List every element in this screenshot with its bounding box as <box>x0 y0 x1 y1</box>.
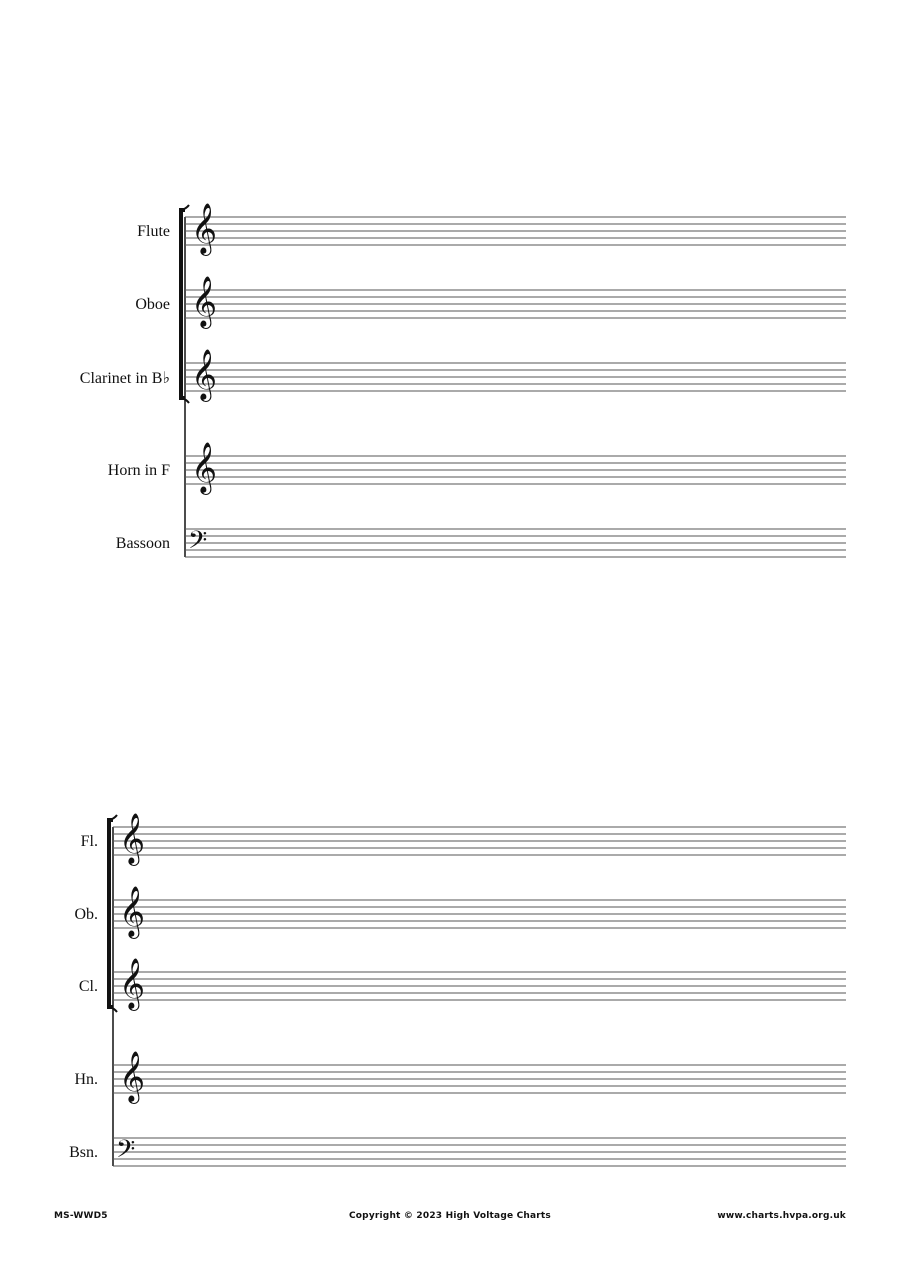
footer-website: www.charts.hvpa.org.uk <box>717 1211 846 1221</box>
treble-clef-icon: 𝄞 <box>191 442 218 493</box>
treble-clef-icon: 𝄞 <box>191 203 218 254</box>
system-1 <box>80 203 846 561</box>
bass-clef-icon: 𝄢 <box>188 526 208 561</box>
instrument-label: Oboe <box>135 296 170 313</box>
staff-oboe-short <box>74 886 846 939</box>
staff-flute-short <box>81 813 846 866</box>
footer-code: MS-WWD5 <box>54 1211 108 1221</box>
instrument-label: Cl. <box>78 978 98 995</box>
treble-clef-icon: 𝄞 <box>119 813 146 864</box>
staff-bassoon-short <box>69 1135 846 1170</box>
staff-clarinet <box>80 349 846 402</box>
instrument-label: Clarinet in B♭ <box>79 370 170 387</box>
treble-clef-icon: 𝄞 <box>119 1051 146 1102</box>
staff-flute <box>137 203 846 256</box>
staff-horn <box>108 442 846 495</box>
staff-clarinet-short <box>79 958 846 1011</box>
staff-oboe <box>135 276 846 329</box>
instrument-label: Ob. <box>74 906 98 923</box>
instrument-label: Flute <box>137 223 170 240</box>
treble-clef-icon: 𝄞 <box>191 349 218 400</box>
instrument-label: Hn. <box>74 1071 98 1088</box>
footer <box>54 1211 847 1221</box>
instrument-label: Horn in F <box>107 462 170 479</box>
staff-bassoon <box>116 526 846 561</box>
instrument-label: Bassoon <box>115 535 170 552</box>
bass-clef-icon: 𝄢 <box>116 1135 136 1170</box>
footer-copyright: Copyright © 2023 High Voltage Charts <box>348 1211 552 1221</box>
staff-horn-short <box>74 1051 846 1104</box>
treble-clef-icon: 𝄞 <box>191 276 218 327</box>
system-2 <box>69 813 846 1170</box>
treble-clef-icon: 𝄞 <box>119 958 146 1009</box>
instrument-label: Bsn. <box>69 1144 98 1161</box>
treble-clef-icon: 𝄞 <box>119 886 146 937</box>
instrument-label: Fl. <box>80 833 98 850</box>
